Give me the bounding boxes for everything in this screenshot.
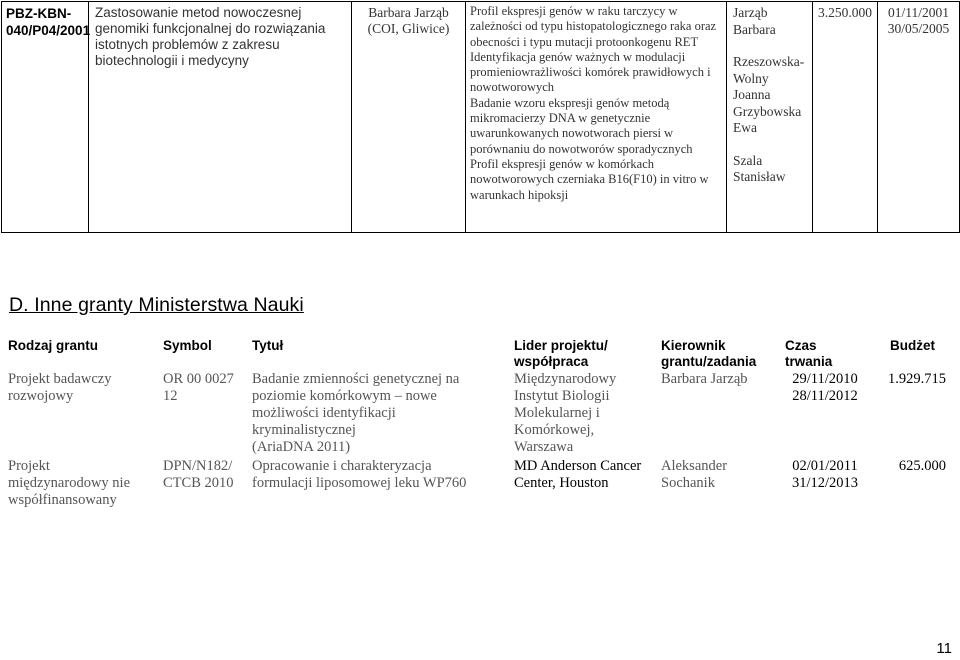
grant-leader-line: Center, Houston	[514, 475, 609, 491]
grant-leader-line: Molekularnej i	[514, 405, 600, 421]
grant-title-line: możliwości identyfikacji	[252, 405, 396, 421]
grant-date-line: 02/01/2011	[792, 458, 858, 474]
project-tasks	[466, 2, 727, 233]
grant-symbol-line: CTCB 2010	[163, 475, 234, 491]
leader-institution: (COI, Gliwice)	[367, 21, 450, 36]
header-type: Rodzaj grantu	[8, 338, 98, 353]
grant-budget: 625.000	[898, 458, 946, 474]
grant-title-line: (AriaDNA 2011)	[252, 439, 351, 455]
person-line: Ewa	[733, 120, 757, 135]
person-line: Jarząb	[733, 5, 768, 20]
table-header-row	[4, 338, 956, 370]
header-duration	[781, 338, 869, 370]
grant-title	[248, 370, 510, 458]
table-row	[4, 458, 956, 509]
grant-type	[4, 458, 159, 509]
grant-title-line: Opracowanie i charakteryzacja	[252, 458, 432, 474]
grant-symbol-line: OR 00 0027	[163, 371, 234, 387]
task-item: Identyfikacja genów ważnych w modulacji promieniowrażliwości komórek prawidłowych i nowotworowych	[470, 49, 711, 95]
header-manager	[657, 338, 781, 370]
project-row	[2, 2, 960, 233]
grant-type	[4, 370, 159, 458]
project-title: Zastosowanie metod nowoczesnej genomiki funkcjonalnej do rozwiązania istotnych problemów z zakresu biotechnologii i medycyny	[89, 2, 352, 233]
grant-dates	[781, 458, 869, 509]
grant-date-line: 29/11/2010	[792, 371, 858, 387]
header-manager-line: Kierownik	[661, 338, 726, 353]
task-item: Badanie wzoru ekspresji genów metodą mikromacierzy DNA w genetycznie uwarunkowanych nowotworach piersi w porównaniu do nowotworów sporadycznych	[470, 95, 693, 156]
project-dates	[878, 2, 960, 233]
person-line: Barbara	[733, 21, 776, 37]
grants-table	[4, 338, 956, 509]
grant-title-line: formulacji liposomowej leku WP760	[252, 475, 467, 491]
header-duration-line: trwania	[785, 354, 833, 369]
grant-symbol-line: DPN/N182/	[163, 458, 233, 474]
person-line: Rzeszowska-	[733, 54, 805, 69]
grant-symbol-line: 12	[163, 388, 178, 404]
date-to: 30/05/2005	[887, 21, 950, 36]
person-line: Grzybowska	[733, 103, 802, 119]
header-duration-line: Czas	[785, 338, 817, 353]
grant-title-line: Badanie zmienności genetycznej na	[252, 371, 460, 387]
project-table	[1, 1, 960, 233]
leader-name: Barbara Jarząb	[368, 5, 449, 20]
grant-leader-line: Międzynarodowy	[514, 371, 617, 387]
grant-title	[248, 458, 510, 509]
header-manager-line: grantu/zadania	[661, 354, 757, 369]
grant-type-line: rozwojowy	[8, 388, 74, 404]
person-line: Stanisław	[733, 169, 786, 184]
grant-type-line: współfinansowany	[8, 492, 117, 508]
grant-manager	[657, 458, 781, 509]
header-budget: Budżet	[890, 338, 935, 353]
grant-leader-line: Warszawa	[514, 439, 574, 455]
grant-leader-line: MD Anderson Cancer	[514, 458, 642, 474]
grant-leader-line: Komórkowej,	[514, 422, 595, 438]
grant-title-line: poziomie komórkowym – nowe	[252, 388, 437, 404]
header-title: Tytuł	[252, 338, 284, 353]
grant-leader	[510, 370, 657, 458]
task-item: Profil ekspresji genów w komórkach nowotworowych czerniaka B16(F10) in vitro w warunkach hipoksji	[470, 156, 709, 202]
header-leader-line: współpraca	[514, 354, 589, 369]
grant-date-line: 31/12/2013	[791, 475, 859, 491]
grant-leader	[510, 458, 657, 509]
task-item: Profil ekspresji genów w raku tarczycy w zależności od typu histopatologicznego raka oraz obecności i typu mutacji protoonkogenu RET	[470, 4, 717, 49]
person-line: Wolny	[733, 70, 769, 86]
grant-type-line: Projekt	[8, 458, 50, 474]
grant-symbol	[159, 458, 248, 509]
header-leader-line: Lider projektu/	[514, 338, 608, 353]
grant-date-line: 28/11/2012	[792, 388, 858, 404]
grant-leader-line: Instytut Biologii	[514, 388, 610, 404]
grant-manager-line: Barbara Jarząb	[661, 371, 748, 387]
grant-type-line: Projekt badawczy	[8, 371, 112, 387]
person-line: Szala	[733, 152, 763, 168]
grant-symbol	[159, 370, 248, 458]
section-heading: D. Inne granty Ministerstwa Nauki	[9, 294, 304, 316]
table-row	[4, 370, 956, 458]
grant-title-line: kryminalistycznej	[252, 422, 356, 438]
grant-manager-line: Sochanik	[661, 475, 715, 491]
grant-dates	[781, 370, 869, 458]
grant-manager	[657, 370, 781, 458]
header-symbol: Symbol	[163, 338, 212, 353]
project-code: PBZ-KBN-040/P04/2001	[2, 2, 89, 233]
grant-budget: 1.929.715	[888, 371, 946, 387]
date-from: 01/11/2001	[887, 5, 949, 20]
project-persons	[727, 2, 813, 233]
page-number: 11	[936, 640, 952, 657]
project-budget: 3.250.000	[813, 2, 878, 233]
person-line: Joanna	[733, 87, 771, 102]
project-leader	[352, 2, 466, 233]
grant-type-line: międzynarodowy nie	[8, 475, 131, 491]
grant-manager-line: Aleksander	[661, 458, 728, 474]
header-leader	[510, 338, 657, 370]
